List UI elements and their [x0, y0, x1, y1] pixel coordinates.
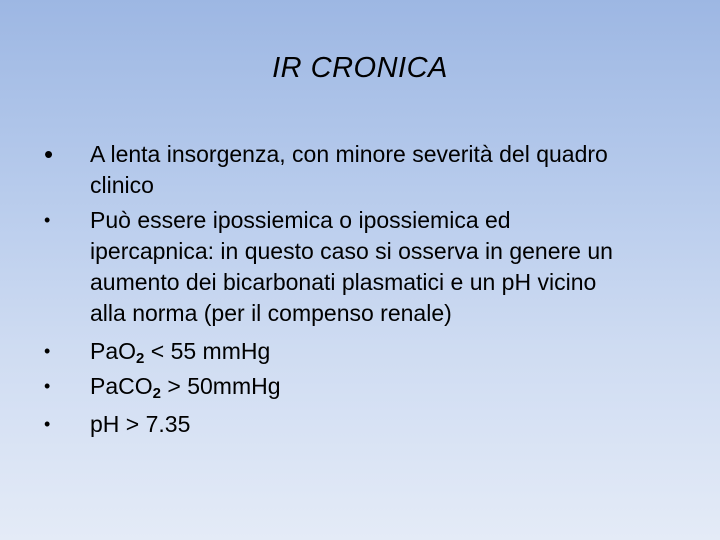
bullet-item-pao2	[44, 336, 690, 367]
bullet-text: pH > 7.35	[90, 411, 191, 437]
bullet-item-paco2	[44, 371, 690, 402]
paco2-label: PaCO	[90, 373, 153, 399]
bullet-item-onset	[44, 139, 690, 201]
bullet-item-hypoxemia	[44, 205, 690, 329]
bullet-dot-icon: •	[44, 341, 51, 361]
bullet-dot-icon: •	[44, 210, 51, 230]
bullet-dot-icon: •	[44, 376, 51, 396]
pao2-subscript: 2	[136, 350, 145, 367]
bullet-text	[90, 371, 690, 402]
paco2-value: > 50mmHg	[160, 373, 281, 399]
bullet-item-ph	[44, 409, 690, 440]
bullet-text: Può essere ipossiemica o ipossiemica ed ipercapnica: in questo caso si osserva in genere un aumento dei bicarbonati plasmatici e un pH vicino alla norma (per il compenso renale)	[90, 207, 613, 326]
bullet-text	[90, 336, 690, 367]
paco2-subscript: 2	[152, 385, 161, 402]
pao2-value: < 55 mmHg	[144, 338, 271, 364]
bullet-text: A lenta insorgenza, con minore severità del quadro clinico	[90, 141, 608, 198]
pao2-label: PaO	[90, 338, 137, 364]
slide-title: IR CRONICA	[272, 52, 448, 84]
bullet-dot-icon: •	[44, 139, 54, 169]
bullet-dot-icon: •	[44, 414, 51, 434]
